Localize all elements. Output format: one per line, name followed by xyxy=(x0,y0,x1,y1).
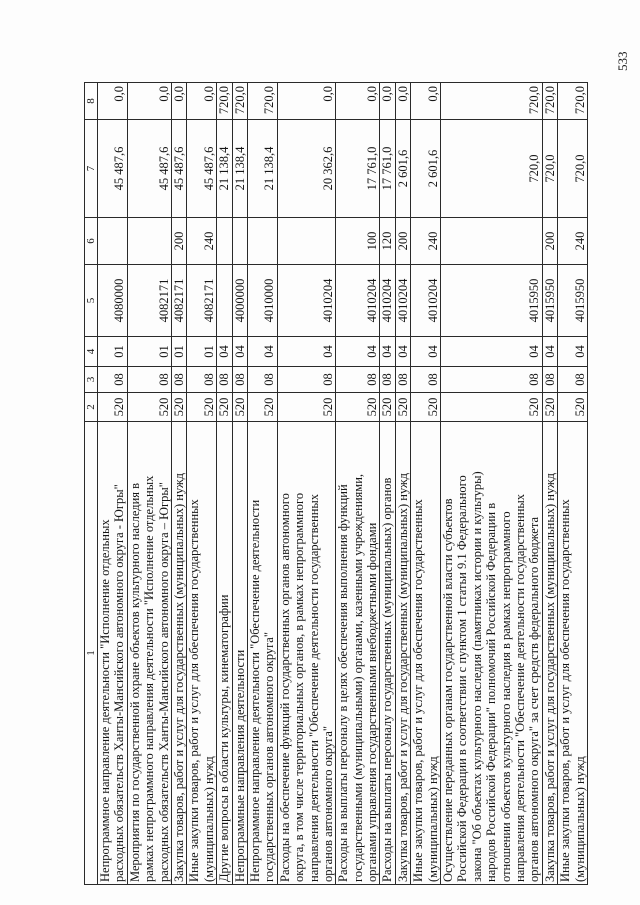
value-cell: 01 xyxy=(98,337,128,367)
value-cell: 4082171 xyxy=(171,265,186,337)
table-row xyxy=(217,83,232,885)
value-cell: 08 xyxy=(542,367,557,393)
header-cell: 1 xyxy=(85,422,98,885)
name-line: Осуществление переданных органам государственной власти субъектов xyxy=(441,498,456,882)
value-cell: 720,0 xyxy=(441,83,543,120)
table-row xyxy=(441,83,543,885)
name-line: Расходы на обеспечение функций государственных органов автономного xyxy=(277,493,292,882)
value-cell: 720,0 xyxy=(217,83,232,120)
name-line: Иные закупки товаров, работ и услуг для обеспечения государственных xyxy=(411,499,426,882)
value-cell: 200 xyxy=(395,218,410,265)
value-cell: 520 xyxy=(171,393,186,422)
value-cell: 720,0 xyxy=(542,120,557,218)
name-line: Непрограммные направления деятельности xyxy=(232,649,247,882)
table-row xyxy=(171,83,186,885)
table-row xyxy=(395,83,410,885)
name-cell xyxy=(277,422,336,885)
name-cell xyxy=(217,422,232,885)
value-cell: 21 138,4 xyxy=(247,120,277,218)
value-cell: 520 xyxy=(558,393,588,422)
value-cell: 720,0 xyxy=(558,83,588,120)
value-cell: 520 xyxy=(441,393,543,422)
name-line: Другие вопросы в области культуры, кинематографии xyxy=(217,594,232,882)
value-cell: 08 xyxy=(171,367,186,393)
name-line: государственных органов автономного округа" xyxy=(262,632,277,882)
value-cell: 720,0 xyxy=(542,83,557,120)
value-cell: 0,0 xyxy=(187,83,217,120)
name-line: (муниципальных) нужд xyxy=(425,756,440,882)
empty-cell xyxy=(217,265,232,337)
value-cell: 0,0 xyxy=(380,83,395,120)
value-cell: 4015950 xyxy=(542,265,557,337)
name-cell xyxy=(127,422,171,885)
header-cell: 3 xyxy=(85,367,98,393)
name-line: Непрограммное направление деятельности "Исполнение отдельных xyxy=(98,519,112,882)
value-cell: 720,0 xyxy=(247,83,277,120)
name-line: направления деятельности "Обеспечение деятельности государственных xyxy=(306,493,321,882)
name-line: государственными (муниципальными) органами, казенными учреждениями, xyxy=(350,473,365,882)
table-row xyxy=(98,83,128,885)
value-cell: 45 487,6 xyxy=(98,120,128,218)
value-cell: 01 xyxy=(127,337,171,367)
name-line: Закупка товаров, работ и услуг для государственных (муниципальных) нужд xyxy=(542,472,557,882)
name-line: (муниципальных) нужд xyxy=(201,756,216,882)
value-cell: 4010204 xyxy=(380,265,395,337)
value-cell: 04 xyxy=(247,337,277,367)
name-line: отношении объектов культурного наследия в рамках непрограммного xyxy=(498,511,513,882)
name-line: органов автономного округа" xyxy=(320,725,335,882)
value-cell: 21 138,4 xyxy=(232,120,247,218)
header-cell: 4 xyxy=(85,337,98,367)
value-cell: 01 xyxy=(171,337,186,367)
value-cell: 520 xyxy=(98,393,128,422)
empty-cell xyxy=(277,218,336,265)
header-cell: 5 xyxy=(85,265,98,337)
value-cell: 08 xyxy=(411,367,441,393)
name-cell xyxy=(98,422,128,885)
value-cell: 2 601,6 xyxy=(411,120,441,218)
value-cell: 720,0 xyxy=(232,83,247,120)
value-cell: 0,0 xyxy=(127,83,171,120)
value-cell: 21 138,4 xyxy=(217,120,232,218)
table-row xyxy=(127,83,171,885)
value-cell: 08 xyxy=(441,367,543,393)
name-line: органами управления государственными внебюджетными фондами xyxy=(365,522,380,882)
name-line: направления деятельности "Обеспечение деятельности государственных xyxy=(513,493,528,882)
value-cell: 08 xyxy=(232,367,247,393)
value-cell: 04 xyxy=(411,337,441,367)
value-cell: 520 xyxy=(336,393,380,422)
empty-cell xyxy=(217,218,232,265)
name-cell xyxy=(187,422,217,885)
header-cell: 8 xyxy=(85,83,98,120)
value-cell: 04 xyxy=(558,337,588,367)
value-cell: 520 xyxy=(380,393,395,422)
name-line: Расходы на выплаты персоналу государственных (муниципальных) органов xyxy=(380,477,395,882)
value-cell: 4015950 xyxy=(558,265,588,337)
value-cell: 4015950 xyxy=(441,265,543,337)
value-cell: 0,0 xyxy=(336,83,380,120)
name-line: рамках непрограммного направления деятельности "Исполнение отдельных xyxy=(142,475,157,882)
table-row xyxy=(380,83,395,885)
table-row xyxy=(542,83,557,885)
name-line: Российской Федерации в соответствии с пунктом 1 статьи 9.1 Федерального xyxy=(455,475,470,882)
name-line: народов Российской Федерации" полномочий Российской Федерации в xyxy=(484,502,499,882)
name-line: Закупка товаров, работ и услуг для государственных (муниципальных) нужд xyxy=(395,472,410,882)
name-cell xyxy=(542,422,557,885)
value-cell: 45 487,6 xyxy=(127,120,171,218)
value-cell: 08 xyxy=(336,367,380,393)
value-cell: 520 xyxy=(232,393,247,422)
value-cell: 4010000 xyxy=(247,265,277,337)
value-cell: 04 xyxy=(395,337,410,367)
name-line: Расходы на выплаты персоналу в целях обеспечения выполнения функций xyxy=(336,484,351,882)
value-cell: 4010204 xyxy=(277,265,336,337)
empty-cell xyxy=(127,218,171,265)
value-cell: 08 xyxy=(98,367,128,393)
value-cell: 520 xyxy=(217,393,232,422)
value-cell: 4010204 xyxy=(411,265,441,337)
name-line: органов автономного округа" за счет средств федерального бюджета xyxy=(527,516,542,882)
name-cell xyxy=(441,422,543,885)
value-cell: 01 xyxy=(187,337,217,367)
value-cell: 240 xyxy=(411,218,441,265)
value-cell: 120 xyxy=(380,218,395,265)
value-cell: 520 xyxy=(127,393,171,422)
value-cell: 08 xyxy=(217,367,232,393)
name-cell xyxy=(171,422,186,885)
table-row xyxy=(558,83,588,885)
empty-cell xyxy=(98,218,128,265)
header-cell: 7 xyxy=(85,120,98,218)
value-cell: 0,0 xyxy=(171,83,186,120)
value-cell: 4082171 xyxy=(127,265,171,337)
value-cell: 100 xyxy=(336,218,380,265)
value-cell: 240 xyxy=(187,218,217,265)
value-cell: 4082171 xyxy=(187,265,217,337)
name-line: расходных обязательств Ханты-Мансийского автономного округа – Югры" xyxy=(156,482,171,882)
value-cell: 17 761,0 xyxy=(380,120,395,218)
value-cell: 520 xyxy=(395,393,410,422)
table-row xyxy=(336,83,380,885)
value-cell: 45 487,6 xyxy=(171,120,186,218)
value-cell: 4010204 xyxy=(336,265,380,337)
value-cell: 08 xyxy=(127,367,171,393)
value-cell: 200 xyxy=(542,218,557,265)
name-cell xyxy=(380,422,395,885)
value-cell: 240 xyxy=(558,218,588,265)
table-row xyxy=(187,83,217,885)
value-cell: 4000000 xyxy=(232,265,247,337)
value-cell: 17 761,0 xyxy=(336,120,380,218)
value-cell: 0,0 xyxy=(98,83,128,120)
table-row xyxy=(411,83,441,885)
name-cell xyxy=(558,422,588,885)
page-number: 533 xyxy=(615,51,630,71)
value-cell: 20 362,6 xyxy=(277,120,336,218)
value-cell: 520 xyxy=(247,393,277,422)
empty-cell xyxy=(441,218,543,265)
value-cell: 45 487,6 xyxy=(187,120,217,218)
name-cell xyxy=(232,422,247,885)
value-cell: 08 xyxy=(247,367,277,393)
value-cell: 04 xyxy=(336,337,380,367)
value-cell: 0,0 xyxy=(411,83,441,120)
value-cell: 520 xyxy=(542,393,557,422)
name-line: Иные закупки товаров, работ и услуг для обеспечения государственных xyxy=(187,499,202,882)
value-cell: 08 xyxy=(558,367,588,393)
value-cell: 04 xyxy=(277,337,336,367)
header-cell: 2 xyxy=(85,393,98,422)
table-row xyxy=(247,83,277,885)
value-cell: 04 xyxy=(542,337,557,367)
header-cell: 6 xyxy=(85,218,98,265)
value-cell: 520 xyxy=(187,393,217,422)
name-line: (муниципальных) нужд xyxy=(572,756,587,882)
value-cell: 4080000 xyxy=(98,265,128,337)
value-cell: 520 xyxy=(277,393,336,422)
value-cell: 08 xyxy=(395,367,410,393)
name-line: расходных обязательств Ханты-Мансийского автономного округа - Югры" xyxy=(112,484,127,882)
empty-cell xyxy=(232,218,247,265)
table-row xyxy=(277,83,336,885)
value-cell: 720,0 xyxy=(558,120,588,218)
name-cell xyxy=(411,422,441,885)
name-line: Мероприятия по государственной охране объектов культурного наследия в xyxy=(127,482,142,882)
value-cell: 520 xyxy=(411,393,441,422)
table-row xyxy=(232,83,247,885)
name-line: округа, в том числе территориальных органов, в рамках непрограммного xyxy=(292,492,307,882)
value-cell: 08 xyxy=(187,367,217,393)
value-cell: 0,0 xyxy=(395,83,410,120)
empty-cell xyxy=(247,218,277,265)
name-cell xyxy=(336,422,380,885)
name-cell xyxy=(247,422,277,885)
name-line: закона "Об объектах культурного наследия (памятниках истории и культуры) xyxy=(469,471,484,882)
value-cell: 04 xyxy=(441,337,543,367)
value-cell: 08 xyxy=(380,367,395,393)
value-cell: 720,0 xyxy=(441,120,543,218)
name-cell xyxy=(395,422,410,885)
name-line: Закупка товаров, работ и услуг для государственных (муниципальных) нужд xyxy=(171,472,186,882)
name-line: Иные закупки товаров, работ и услуг для обеспечения государственных xyxy=(558,499,573,882)
header-row xyxy=(85,83,98,885)
value-cell: 0,0 xyxy=(277,83,336,120)
value-cell: 04 xyxy=(380,337,395,367)
name-line: Непрограммное направление деятельности "Обеспечение деятельности xyxy=(247,499,262,882)
value-cell: 08 xyxy=(277,367,336,393)
value-cell: 2 601,6 xyxy=(395,120,410,218)
value-cell: 04 xyxy=(217,337,232,367)
value-cell: 4010204 xyxy=(395,265,410,337)
value-cell: 04 xyxy=(232,337,247,367)
value-cell: 200 xyxy=(171,218,186,265)
budget-table xyxy=(84,82,588,885)
